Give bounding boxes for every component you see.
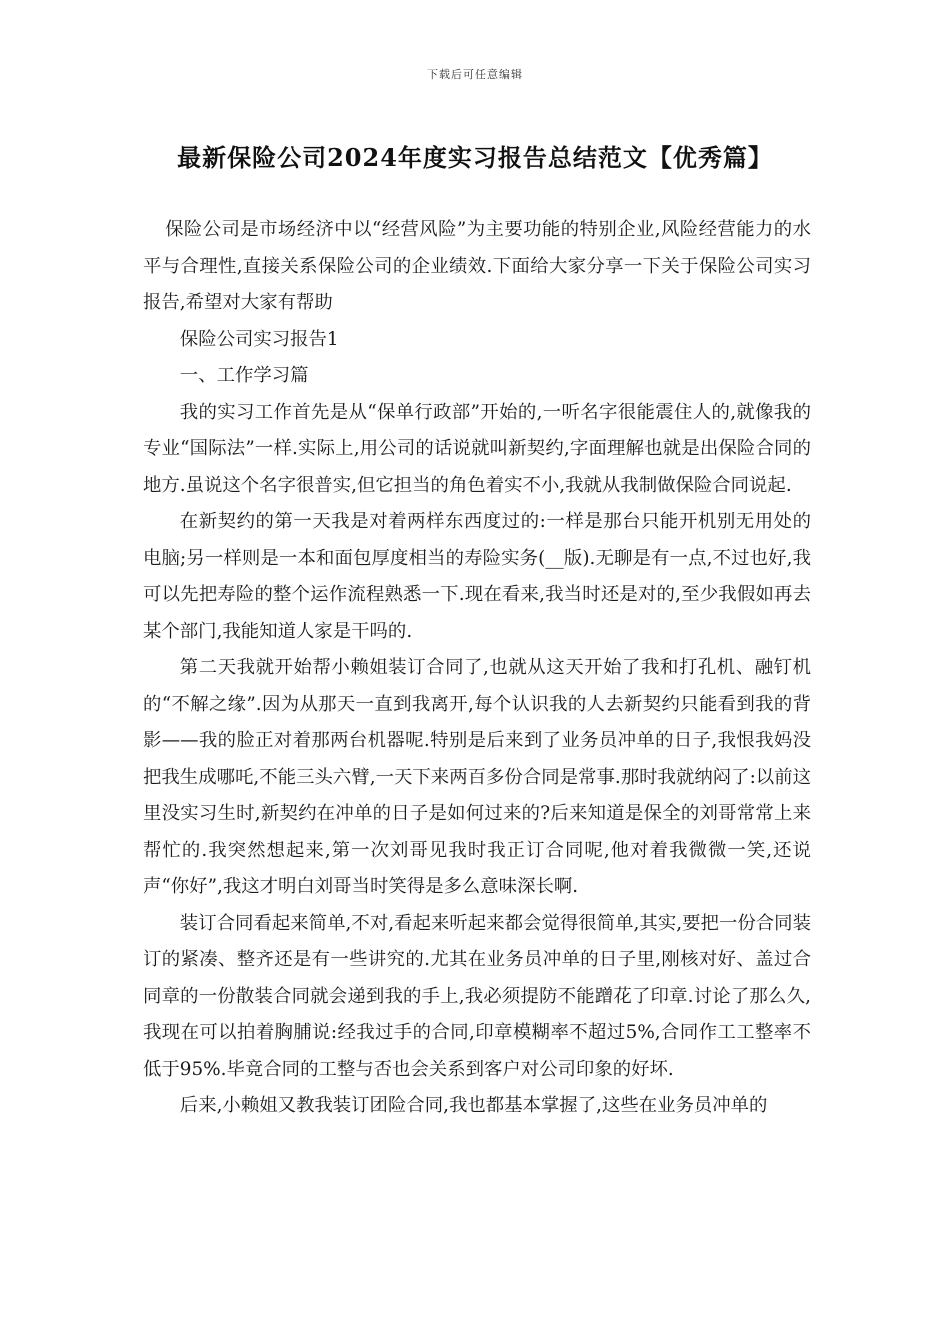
- document-title: 最新保险公司2024年度实习报告总结范文【优秀篇】: [177, 143, 773, 172]
- section-heading: 一、工作学习篇: [179, 365, 309, 386]
- body-paragraph: 装订合同看起来简单,不对,看起来听起来都会觉得很简单,其实,要把一份合同装订的紧凑、整齐还是有一些讲究的.尤其在业务员冲单的日子里,刚核对好、盖过合同章的一份散装合同就会递到我的手上,我必须提防不能蹭花了印章.讨论了那么久,我现在可以拍着胸脯说:经我过手的合同,印章模糊率不超过5%,合同作工工整率不低于95%.毕竟合同的工整与否也会关系到客户对公司印象的好坏.: [143, 912, 811, 1080]
- body-paragraph: 在新契约的第一天我是对着两样东西度过的:一样是那台只能开机别无用处的电脑;另一样则是一本和面包厚度相当的寿险实务(__版).无聊是有一点,不过也好,我可以先把寿险的整个运作流程熟悉一下.现在看来,我当时还是对的,至少我假如再去某个部门,我能知道人家是干吗的.: [143, 511, 811, 642]
- body-paragraph: 第二天我就开始帮小赖姐装订合同了,也就从这天开始了我和打孔机、融钉机的“不解之缘”.因为从那天一直到我离开,每个认识我的人去新契约只能看到我的背影——我的脸正对着那两台机器呢.特别是后来到了业务员冲单的日子,我恨我妈没把我生成哪吒,不能三头六臂,一天下来两百多份合同是常事.那时我就纳闷了:以前这里没实习生时,新契约在冲单的日子是如何过来的?后来知道是保全的刘哥常常上来帮忙的.我突然想起来,第一次刘哥见我时我正订合同呢,他对着我微微一笑,还说声“你好”,我这才明白刘哥当时笑得是多么意味深长啊.: [143, 657, 811, 897]
- intro-paragraph: 保险公司是市场经济中以“经营风险”为主要功能的特别企业,风险经营能力的水平与合理性,直接关系保险公司的企业绩效.下面给大家分享一下关于保险公司实习报告,希望对大家有帮助: [143, 219, 811, 313]
- body-paragraph: 我的实习工作首先是从“保单行政部”开始的,一听名字很能震住人的,就像我的专业“国际法”一样.实际上,用公司的话说就叫新契约,字面理解也就是出保险合同的地方.虽说这个名字很普实,但它担当的角色着实不小,我就从我制做保险合同说起.: [143, 401, 811, 496]
- header-note: 下载后可任意编辑: [427, 68, 523, 81]
- document-body: [143, 212, 811, 1125]
- body-paragraph: 后来,小赖姐又教我装订团险合同,我也都基本掌握了,这些在业务员冲单的: [179, 1095, 768, 1116]
- report-heading: 保险公司实习报告1: [179, 328, 339, 350]
